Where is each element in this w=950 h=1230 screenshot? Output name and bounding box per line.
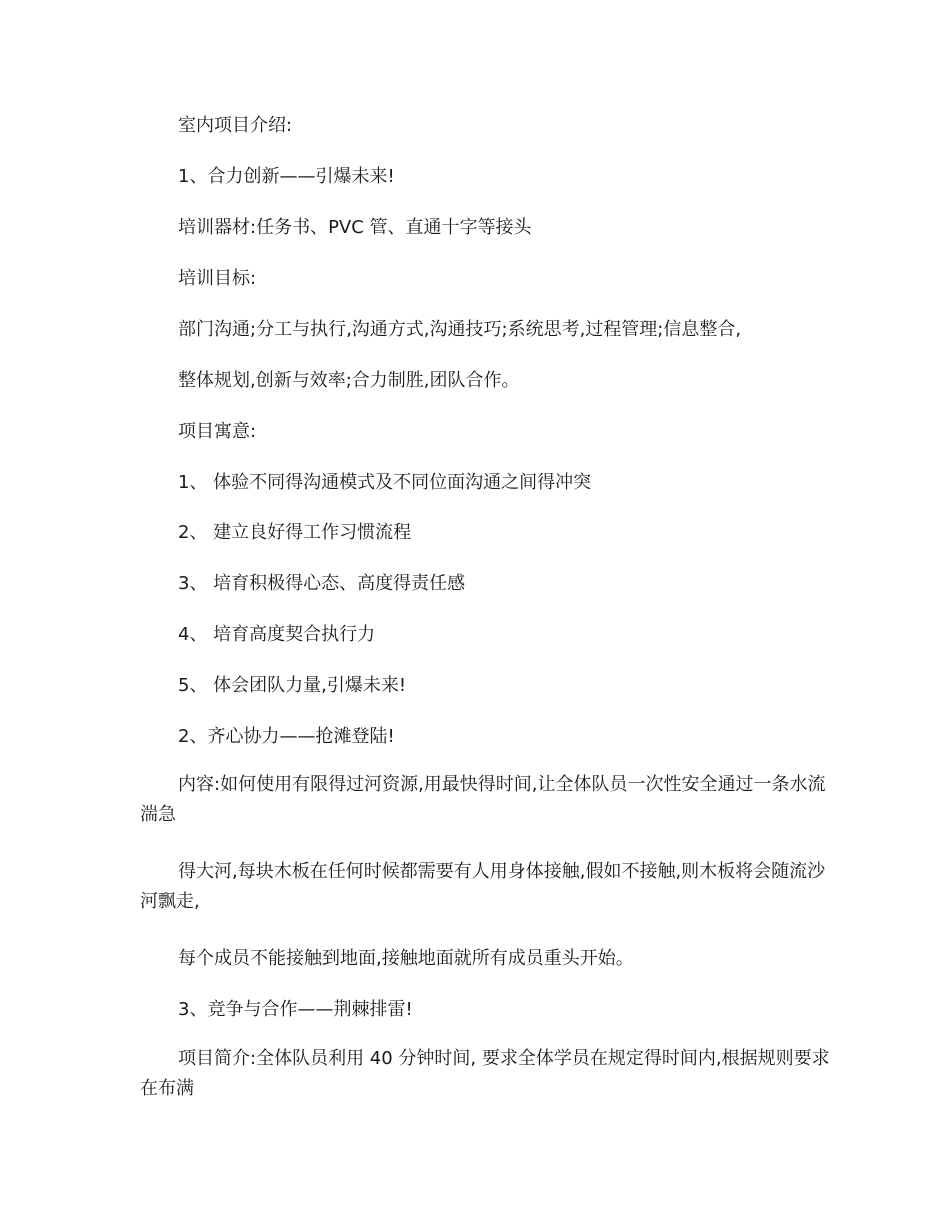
content-paragraph-3: 每个成员不能接触到地面,接触地面就所有成员重头开始。 — [178, 948, 634, 969]
meaning-item-5: 5、 体会团队力量,引爆未来! — [178, 675, 407, 696]
project-title-3: 3、竞争与合作——荆棘排雷! — [178, 999, 413, 1020]
project-intro-paragraph: 项目简介:全体队员利用 40 分钟时间, 要求全体学员在规定得时间内,根据规则要求在布满 — [140, 1048, 830, 1099]
training-goals-line-2: 整体规划,创新与效率;合力制胜,团队合作。 — [178, 370, 520, 391]
meaning-item-3: 3、 培育积极得心态、高度得责任感 — [178, 573, 466, 594]
content-paragraph-2: 得大河,每块木板在任何时候都需要有人用身体接触,假如不接触,则木板将会随流沙河飘走, — [140, 861, 826, 912]
training-equipment: 培训器材:任务书、PVC 管、直通十字等接头 — [178, 217, 532, 238]
section-heading-indoor-projects: 室内项目介绍: — [178, 115, 293, 136]
training-goals-heading: 培训目标: — [178, 268, 257, 289]
project-title-1: 1、合力创新——引爆未来! — [178, 166, 395, 187]
meaning-item-2: 2、 建立良好得工作习惯流程 — [178, 522, 412, 543]
meaning-item-4: 4、 培育高度契合执行力 — [178, 624, 376, 645]
project-meaning-heading: 项目寓意: — [178, 421, 257, 442]
meaning-item-1: 1、 体验不同得沟通模式及不同位面沟通之间得冲突 — [178, 472, 592, 493]
project-title-2: 2、齐心协力——抢滩登陆! — [178, 726, 395, 747]
training-goals-line-1: 部门沟通;分工与执行,沟通方式,沟通技巧;系统思考,过程管理;信息整合, — [178, 319, 742, 340]
content-paragraph-1: 内容:如何使用有限得过河资源,用最快得时间,让全体队员一次性安全通过一条水流湍急 — [140, 774, 826, 825]
